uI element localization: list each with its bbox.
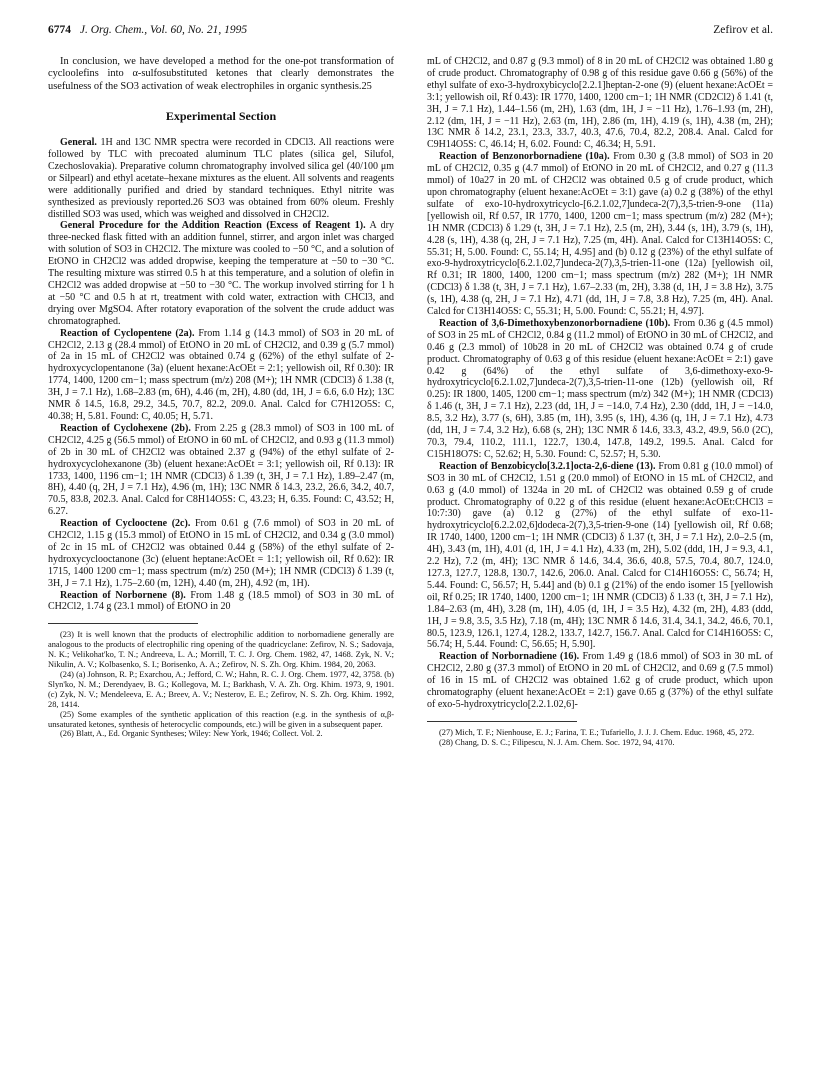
continued-paragraph: mL of CH2Cl2, and 0.87 g (9.3 mmol) of 8 in 20 mL of CH2Cl2 was obtained 1.80 g of crude product. Chromatography of 0.98 g of this residue gave 0.66 g (56%) of the ethyl sulfate of exo-3-hydroxybicyclo[2.2.1]heptan-2-one (9) (eluent hexane:AcOEt = 3:1; yellowish oil, Rf 0.43): IR 1770, 1400, 1200 cm−1; 1H NMR (CD2Cl2) δ 1.41 (t, 3H, J = 7.1 Hz), 1.44–1.56 (m, 2H), 1.63 (dm, 1H, J = −11 Hz), 1.76–1.93 (m, 2H), 2.12 (dm, 1H, J = −11 Hz), 2.63 (m, 1H), 2.86 (m, 1H), 4.19 (s, 1H), 4.38 (m, 2H); 13C NMR δ 14.2, 23.1, 23.3, 33.7, 40.3, 47.6, 70.4, 82.2, 208.4. Anal. Calcd for C9H14O5S: C, 46.14; H, 6.02. Found: C, 46.34; H, 5.91. (427, 56, 773, 151)
footnote: (25) Some examples of the synthetic application of this reaction (e.g. in the synthesis of α,β-unsaturated ketones, synthesis of heterocyclic compounds, etc.) will be given in a subsequent paper. (48, 709, 394, 729)
paragraph-body: From 0.30 g (3.8 mmol) of SO3 in 20 mL of CH2Cl2, 0.35 g (4.7 mmol) of EtONO in 20 mL of CH2Cl2, and 0.27 g (11.3 mmol) of 10a27 in 20 mL of CH2Cl2 was obtained 0.5 g of crude product, which upon chromatography (eluent hexane:AcOEt = 3:1) gave (a) 0.2 g (38%) of the ethyl sulfate of exo-10-hydroxytricyclo-[6.2.1.02,7]undeca-2(7),3,5-trien-9-one (11a) [yellowish oil, Rf 0.57, IR 1770, 1400, 1200 cm−1; mass spectrum (m/z) 282 (M+); 1H NMR (CDCl3) δ 1.29 (t, 3H, J = 7.1 Hz), 2.5 (m, 2H), 3.44 (s, 1H), 3.79 (s, 1H), 4.28 (s, 1H), 4.38 (q, 2H, J = 7.1 Hz), 7.25 (m, 4H). Anal. Calcd for C13H14O5S: C, 55.31; H, 5.00. Found: C, 55.14; H, 4.95] and (b) 0.12 g (23%) of the ethyl sulfate of exo-9-hydroxytricyclo[6.2.1.02,7]undeca-2(7),3,5-trien-11-one (12a) [yellowish oil, Rf 0.31; IR 1800, 1400, 1200 cm−1; mass spectrum (m/z) 282 (M+); 1H NMR (CDCl3) δ 1.38 (t, 3H, J = 7.1 Hz), 1.67–2.33 (m, 2H), 3.38 (d, 1H, J = 3.8 Hz), 3.75 (s, 1H), 4.38 (q, 2H, J = 7.1 Hz), 4.71 (dd, 1H, J = 7.8, 3.8 Hz), 7.25 (m, 4H). Anal. Calcd for C13H14O5S: C, 55.31; H, 5.00. Found: C, 55.21; H, 4.97]. (427, 151, 773, 318)
run-in-heading: Reaction of Norbornadiene (16). (439, 651, 580, 663)
reaction-2c-paragraph (48, 518, 394, 589)
header-left (48, 24, 247, 36)
right-column (427, 56, 773, 748)
reaction-16-paragraph (427, 651, 773, 711)
reaction-13-paragraph (427, 461, 773, 652)
reaction-2a-paragraph (48, 328, 394, 423)
run-in-heading: Reaction of Benzonorbornadiene (10a). (439, 151, 610, 163)
paragraph-body: From 0.36 g (4.5 mmol) of SO3 in 25 mL of CH2Cl2, 0.84 g (11.2 mmol) of EtONO in 30 mL of CH2Cl2, and 0.46 g (2.3 mmol) of 10b28 in 20 mL of CH2Cl2 was obtained 0.74 g of crude product. Chromatography of 0.63 g of this residue (eluent hexane:AcOEt = 2:1) gave 0.42 g (64%) of the ethyl sulfate of 3,6-dimethoxy-exo-9-hydroxytricyclo[6.2.1.02,7]undeca-2(7),3,5-trien-11-one (12b) (yellowish oil, Rf 0.25): IR 1800, 1405, 1200 cm−1; mass spectrum (m/z) 342 (M+); 1H NMR (CDCl3) δ 1.46 (t, 3H, J = 7.1 Hz), 2.23 (dd, 1H, J = −14.0, 7.4 Hz), 2.30 (ddd, 1H, J = −14.0, 8.5, 3.2 Hz), 3.77 (s, 6H), 3.85 (m, 1H), 3.95 (s, 1H), 4.36 (q, 1H, J = 7.1 Hz), 4.73 (dd, 1H, J = 7.4, 3.2 Hz), 6.68 (s, 2H); 13C NMR δ 14.6, 33.3, 43.2, 49.9, 56.0 (2C), 70.3, 79.4, 110.2, 111.1, 122.7, 130.4, 147.8, 149.2, 199.5. Anal. Calcd for C15H18O7S: C, 52.62; H, 5.30. Found: C, 52.57; H, 5.30. (427, 317, 774, 460)
section-heading: Experimental Section (165, 109, 277, 124)
paragraph-body: From 2.25 g (28.3 mmol) of SO3 in 100 mL of CH2Cl2, 4.25 g (56.5 mmol) of EtONO in 60 mL of CH2Cl2, and 0.93 g (11.3 mmol) of 2b in 30 mL of CH2Cl2 was obtained 2.37 g (94%) of the ethyl sulfate of 2-hydroxycyclohexanone (3b) (eluent hexane:AcOEt = 3:1; yellowish oil, Rf 0.13): IR 1733, 1400, 1196 cm−1; 1H NMR (CDCl3) δ 1.39 (t, 3H, J = 7.1 Hz), 1.89–2.47 (m, 8H), 4.40 (q, 2H, J = 7.1 Hz), 4.96 (m, 1H); 13C NMR δ 14.3, 23.2, 26.6, 34.2, 40.7, 70.5, 83.8, 202.3. Anal. Calcd for C8H14O5S: C, 43.23; H, 6.35. Found: C, 43.52; H, 6.27. (48, 422, 395, 518)
run-in-heading: Reaction of Cyclooctene (2c). (60, 518, 191, 530)
reaction-10a-paragraph (427, 151, 773, 318)
run-in-heading: Reaction of Cyclohexene (2b). (60, 422, 191, 434)
left-column (48, 56, 394, 739)
run-in-heading: Reaction of 3,6-Dimethoxybenzonorbornadiene (10b). (439, 317, 671, 329)
paragraph-body: From 1.48 g (18.5 mmol) of SO3 in 30 mL of CH2Cl2, 1.74 g (23.1 mmol) of EtONO in 20 (48, 589, 395, 613)
paragraph-body: 1H and 13C NMR spectra were recorded in CDCl3. All reactions were followed by TLC with precoated aluminum TLC plates (silica gel, Silufol, Czechoslovakia). Preparative column chromatography involved silica gel (40/100 μm or Silpearl) and ethyl acetate–hexane mixtures as the eluent. All solvents and reagents were additionally purified and dried by standard techniques. Ethyl nitrite was synthesized as previously reported.26 SO3 was obtained from 60% oleum. Freshly distilled SO3 was used, which was weighed and dissolved in CH2Cl2. (48, 137, 395, 220)
reaction-8-paragraph (48, 590, 394, 614)
run-in-heading: General. (60, 137, 97, 149)
footnote: (27) Mich, T. F.; Nienhouse, E. J.; Farina, T. E.; Tufariello, J. J. J. Chem. Educ. 1968, 45, 272. (439, 727, 755, 737)
running-header (48, 24, 773, 40)
paragraph-body: From 1.14 g (14.3 mmol) of SO3 in 20 mL of CH2Cl2, 2.13 g (28.4 mmol) of EtONO in 20 mL of CH2Cl2, and 0.39 g (5.7 mmol) of 2a in 15 mL of CH2Cl2 was obtained 0.74 g (62%) of the ethyl sulfate of 2-hydroxycyclopentanone (3a) (eluent hexane:AcOEt = 2:1; yellowish oil, Rf 0.30): IR 1774, 1400, 1200 cm−1; mass spectrum (m/z) 208 (M+); 1H NMR (CDCl3) δ 1.38 (t, 3H, J = 7.1 Hz), 1.68–2.83 (m, 6H), 4.46 (m, 2H), 4.80 (dd, 1H, J = 6.6, 6.0 Hz); 13C NMR δ 14.5, 16.8, 29.2, 34.5, 70.7, 82.2, 209.0. Anal. Calcd for C7H12O5S: C, 40.38; H, 5.81. Found: C, 40.05; H, 5.71. (48, 327, 395, 422)
footnote: (24) (a) Johnson, R. P.; Exarchou, A.; Jefford, C. W.; Hahn, R. C. J. Org. Chem. 1977, 42, 3758. (b) Slyn'ko, N. M.; Derendyaev, B. G.; Kollegova, M. I.; Barkhash, V. A. Zh. Org. Khim. 1973, 9, 1901. (c) Zyk, N. V.; Mendeleeva, E. A.; Breev, A. V.; Nesterov, E. E.; Zefirov, N. S. Zh. Org. Khim. 1992, 28, 1414. (48, 670, 394, 709)
procedure-paragraph (48, 220, 394, 327)
reaction-10b-paragraph (427, 318, 773, 461)
header-author: Zefirov et al. (713, 24, 773, 36)
run-in-heading: Reaction of Norbornene (8). (60, 589, 186, 601)
run-in-heading: Reaction of Cyclopentene (2a). (60, 327, 195, 339)
paragraph-body: From 0.81 g (10.0 mmol) of SO3 in 30 mL of CH2Cl2, 1.51 g (20.0 mmol) of EtONO in 15 mL of CH2Cl2, and 0.63 g (4.0 mmol) of 1324a in 20 mL of CH2Cl2 was obtained 0.59 g of crude product. Chromatography of 0.22 g of this residue (eluent hexane:AcOEt:CHCl3 = 10:7:30) gave (a) 0.12 g (27%) of the ethyl sulfate of exo-11-hydroxytricyclo[6.2.2.02,6]dodeca-2(7),3,5-trien-9-one (14) [yellowish oil, Rf 0.68; IR 1740, 1400, 1200 cm−1; 1H NMR (CDCl3) δ 1.37 (t, 3H, J = 7.1 Hz), 2.0–2.5 (m, 4H), 3.43 (m, 1H), 4.01 (d, 1H, J = 4.1 Hz), 4.33 (m, 2H), 5.02 (ddd, 1H, J = 9.3, 4.1, 2.2 Hz), 7.2 (m, 4H); 13C NMR δ 14.6, 34.4, 36.6, 40.8, 57.5, 70.4, 80.7, 124.0, 127.3, 127.7, 128.8, 130.7, 142.6, 206.0. Anal. Calcd for C14H16O5S: C, 56.74; H, 5.44. Found: C, 56.57; H, 5.44] and (b) 0.1 g (21%) of the endo isomer 15 [yellowish oil, Rf 0.25; IR 1740, 1400, 1200 cm−1; 1H NMR (CDCl3) δ 1.33 (t, 3H, J = 7.1 Hz), 1.84–2.63 (m, 4H), 3.28 (m, 1H), 4.05 (d, 1H, J = 3.5 Hz), 4.32 (m, 2H), 4.83 (ddd, 1H, J = 9.8, 3.5, 3.5 Hz), 7.18 (m, 4H); 13C NMR δ 14.6, 31.4, 34.1, 34.2, 46.6, 70.1, 80.5, 123.9, 126.1, 127.4, 128.2, 133.7, 142.7, 156.7. Anal. Calcd for C14H16O5S: C, 56.74; H, 5.44. Found: C, 56.65; H, 5.90]. (427, 460, 774, 651)
journal-citation: J. Org. Chem., Vol. 60, No. 21, 1995 (79, 24, 248, 36)
footnote: (28) Chang, D. S. C.; Filipescu, N. J. Am. Chem. Soc. 1972, 94, 4170. (439, 737, 675, 747)
general-paragraph (48, 137, 394, 220)
paragraph-body: From 0.61 g (7.6 mmol) of SO3 in 20 mL of CH2Cl2, 1.15 g (15.3 mmol) of EtONO in 15 mL of CH2Cl2, and 0.34 g (3.0 mmol) of 2c in 15 mL of CH2Cl2 was obtained 0.44 g (58%) of the ethyl sulfate of 2-hydroxycyclooctanone (3c) (eluent heptane:AcOEt = 1:1; yellowish oil, Rf 0.62): IR 1715, 1400 1200 cm−1; mass spectrum (m/z) 250 (M+); 1H NMR (CDCl3) δ 1.39 (t, 3H, J = 7.1 Hz), 1.75–2.60 (m, 12H), 4.40 (m, 2H), 4.92 (m, 1H). (48, 518, 395, 589)
reaction-2b-paragraph (48, 423, 394, 518)
footnote-divider (48, 623, 198, 624)
paragraph-body: A dry three-necked flask fitted with an addition funnel, stirrer, and argon inlet was charged with solution of SO3 in CH2Cl2. The mixture was cooled to −50 °C, and a solution of EtONO in CH2Cl2 was added dropwise, keeping the temperature at −50 to −30 °C. The resulting mixture was stirred 0.5 h at this temperature, and a solution of olefin in CH2Cl2 was added dropwise at −50 to −30 °C. The workup involved stirring for 1 h at −50 °C and 0.5 h at rt, treatment with cold water, extraction with CHCl3, and drying over MgSO4. After rotatory evaporation of the solvent the crude adduct was chromatographed. (48, 220, 395, 327)
footnote-divider (427, 721, 577, 722)
footnote: (26) Blatt, A., Ed. Organic Syntheses; Wiley: New York, 1946; Collect. Vol. 2. (60, 729, 323, 739)
run-in-heading: General Procedure for the Addition Reaction (Excess of Reagent 1). (60, 220, 366, 232)
page-number: 6774 (48, 24, 71, 36)
paragraph-body: From 1.49 g (18.6 mmol) of SO3 in 30 mL of CH2Cl2, 2.80 g (37.3 mmol) of EtONO in 20 mL of CH2Cl2, and 0.69 g (7.5 mmol) of 16 in 15 mL of CH2Cl2 was obtained 1.62 g of crude product, which upon chromatography (eluent hexane:AcOEt = 2:1) gave 0.65 g (37%) of the ethyl sulfate of exo-5-hydroxytricyclo[2.2.1.02,6]- (427, 651, 773, 710)
run-in-heading: Reaction of Benzobicyclo[3.2.1]octa-2,6-diene (13). (439, 460, 656, 472)
footnote: (23) It is well known that the products of electrophilic addition to norbornadiene generally are analogous to the products of electrophilic ring opening of the quadricyclane: Zefirov, N. S.; Sadovaja, N. K.; Velikohat'ko, T. N.; Andreeva, L. A.; Morrill, T. C. J. Org. Chem. 1982, 47, 1468. Zyk, N. V.; Nikulin, A. V.; Kolbasenko, S. I.; Borisenko, A. A.; Zefirov, N. S. Zh. Org. Khim. 1984, 20, 2063. (48, 630, 394, 670)
conclusion-paragraph: In conclusion, we have developed a method for the one-pot transformation of cycloolefins into α-sulfosubstituted ketones that clearly demonstrates the usefulness of the SO3 activation of weak electrophiles in organic synthesis.25 (48, 56, 394, 92)
